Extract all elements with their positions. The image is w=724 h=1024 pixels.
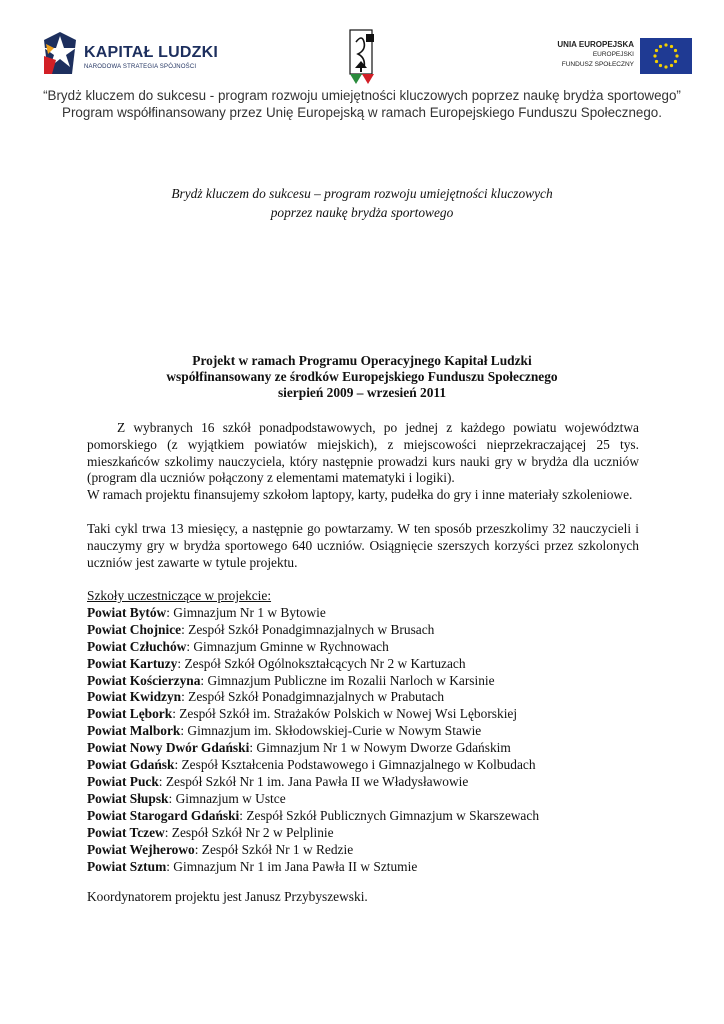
school-name: : Gimnazjum Publiczne im Rozalii Narloch w Karsinie [200, 672, 495, 688]
eu-logo-text [557, 40, 634, 70]
school-name: : Zespół Szkół Ponadgimnazjalnych w Prabutach [181, 689, 445, 705]
list-item [87, 757, 647, 774]
logo-left-subtitle: NARODOWA STRATEGIA SPÓJNOŚCI [84, 64, 197, 70]
paragraph-intro-text: Z wybranych 16 szkół ponadpodstawowych, po jednej z każdego powiatu województwa pomorskiego (z wyjątkiem powiatów miejskich), z miejscowości nieprzekraczającej 25 tys. mieszkańców szkolimy nauczyciela, który następnie prowadzi kurs nauki gry w brydża dla uczniów (program dla uczniów połączony z elementami matematyki i logiki). [87, 420, 639, 486]
powiat-name: Powiat Kartuzy [87, 655, 178, 671]
eu-logo-line1: UNIA EUROPEJSKA [557, 40, 634, 49]
powiat-name: Powiat Puck [87, 773, 159, 789]
powiat-name: Powiat Chojnice [87, 621, 182, 637]
powiat-name: Powiat Lębork [87, 706, 173, 722]
school-name: : Gimnazjum im. Skłodowskiej-Curie w Nowym Stawie [180, 723, 482, 739]
page-header [0, 0, 724, 130]
list-item [87, 774, 647, 791]
logo-left-title: KAPITAŁ LUDZKI [84, 44, 219, 61]
school-name: : Zespół Szkół Ogólnokształcących Nr 2 w Kartuzach [177, 655, 466, 671]
school-name: : Zespół Kształcenia Podstawowego i Gimnazjalnego w Kolbudach [174, 757, 536, 773]
school-name: : Gimnazjum Nr 1 w Bytowie [166, 604, 326, 620]
powiat-name: Powiat Bytów [87, 604, 167, 620]
document-italic-title [0, 184, 724, 222]
powiat-name: Powiat Starogard Gdański [87, 807, 240, 823]
list-item [87, 723, 647, 740]
school-name: : Gimnazjum w Ustce [168, 790, 286, 806]
header-cofinancing-note: Program współfinansowany przez Unię Europejską w ramach Europejskiego Funduszu Społecznego. [62, 105, 662, 120]
list-item [87, 622, 647, 639]
eu-logo-line2: EUROPEJSKI [592, 51, 634, 58]
kapital-ludzki-logo [42, 30, 219, 80]
eu-logo-line3: FUNDUSZ SPOŁECZNY [561, 61, 634, 68]
powiat-name: Powiat Słupsk [87, 790, 169, 806]
list-item [87, 740, 647, 757]
school-name: : Gimnazjum Nr 1 im Jana Pawła II w Sztumie [166, 858, 418, 874]
school-name: : Zespół Szkół im. Strażaków Polskich w Nowej Wsi Lęborskiej [172, 706, 518, 722]
schools-list [87, 588, 647, 875]
school-name: : Zespół Szkół Nr 2 w Pelplinie [164, 824, 334, 840]
powiat-name: Powiat Gdańsk [87, 757, 175, 773]
school-name: : Gimnazjum Nr 1 w Nowym Dworze Gdańskim [249, 740, 511, 756]
school-name: : Zespół Szkół Nr 1 w Redzie [194, 841, 354, 857]
powiat-name: Powiat Kwidzyn [87, 689, 182, 705]
list-item [87, 656, 647, 673]
list-item [87, 706, 647, 723]
powiat-name: Powiat Malbork [87, 723, 181, 739]
powiat-name: Powiat Kościerzyna [87, 672, 201, 688]
bold-title-line1: Projekt w ramach Programu Operacyjnego Kapitał Ludzki [192, 353, 532, 368]
powiat-name: Powiat Nowy Dwór Gdański [87, 740, 250, 756]
coordinator-line: Koordynatorem projektu jest Janusz Przybyszewski. [87, 889, 368, 904]
powiat-name: Powiat Tczew [87, 824, 165, 840]
powiat-name: Powiat Sztum [87, 858, 167, 874]
header-program-title: “Brydż kluczem do sukcesu - program rozwoju umiejętności kluczowych poprzez naukę brydża sportowego” [43, 88, 681, 103]
school-name: : Gimnazjum Gminne w Rychnowach [186, 638, 389, 654]
school-name: : Zespół Szkół Publicznych Gimnazjum w Skarszewach [239, 807, 540, 823]
paragraph-cycle: Taki cykl trwa 13 miesięcy, a następnie go powtarzamy. W ten sposób przeszkolimy 32 nauczycieli i nauczymy gry w brydża sportowego 640 uczniów. Osiągnięcie szerszych korzyści przez szkolonych uczniów jest zawarte w tytule projektu. [87, 521, 639, 570]
italic-title-line2: poprzez naukę brydża sportowego [270, 205, 454, 220]
list-item [87, 859, 647, 876]
powiat-name: Powiat Wejherowo [87, 841, 195, 857]
list-item [87, 808, 647, 825]
bridge-federation-logo [346, 28, 378, 86]
list-item [87, 605, 647, 622]
list-item [87, 791, 647, 808]
list-item [87, 825, 647, 842]
bold-title-line2: współfinansowany ze środków Europejskiego Funduszu Społecznego [166, 369, 558, 384]
school-name: : Zespół Szkół Nr 1 im. Jana Pawła II we Władysławowie [158, 773, 469, 789]
paragraph-financing: W ramach projektu finansujemy szkołom laptopy, karty, pudełka do gry i inne materiały szkoleniowe. [87, 487, 633, 502]
list-item [87, 842, 647, 859]
italic-title-line1: Brydż kluczem do sukcesu – program rozwoju umiejętności kluczowych [171, 186, 553, 201]
school-name: : Zespół Szkół Ponadgimnazjalnych w Brusach [181, 621, 435, 637]
list-item [87, 673, 647, 690]
list-item [87, 689, 647, 706]
eu-flag-icon [640, 38, 692, 74]
powiat-name: Powiat Człuchów [87, 638, 187, 654]
list-item [87, 639, 647, 656]
document-bold-title [0, 353, 724, 401]
bold-title-dates: sierpień 2009 – wrzesień 2011 [277, 385, 447, 400]
paragraph-intro [87, 420, 639, 487]
kapital-ludzki-star-icon [42, 30, 78, 78]
schools-heading: Szkoły uczestniczące w projekcie: [87, 588, 272, 603]
eu-logo [528, 38, 692, 76]
